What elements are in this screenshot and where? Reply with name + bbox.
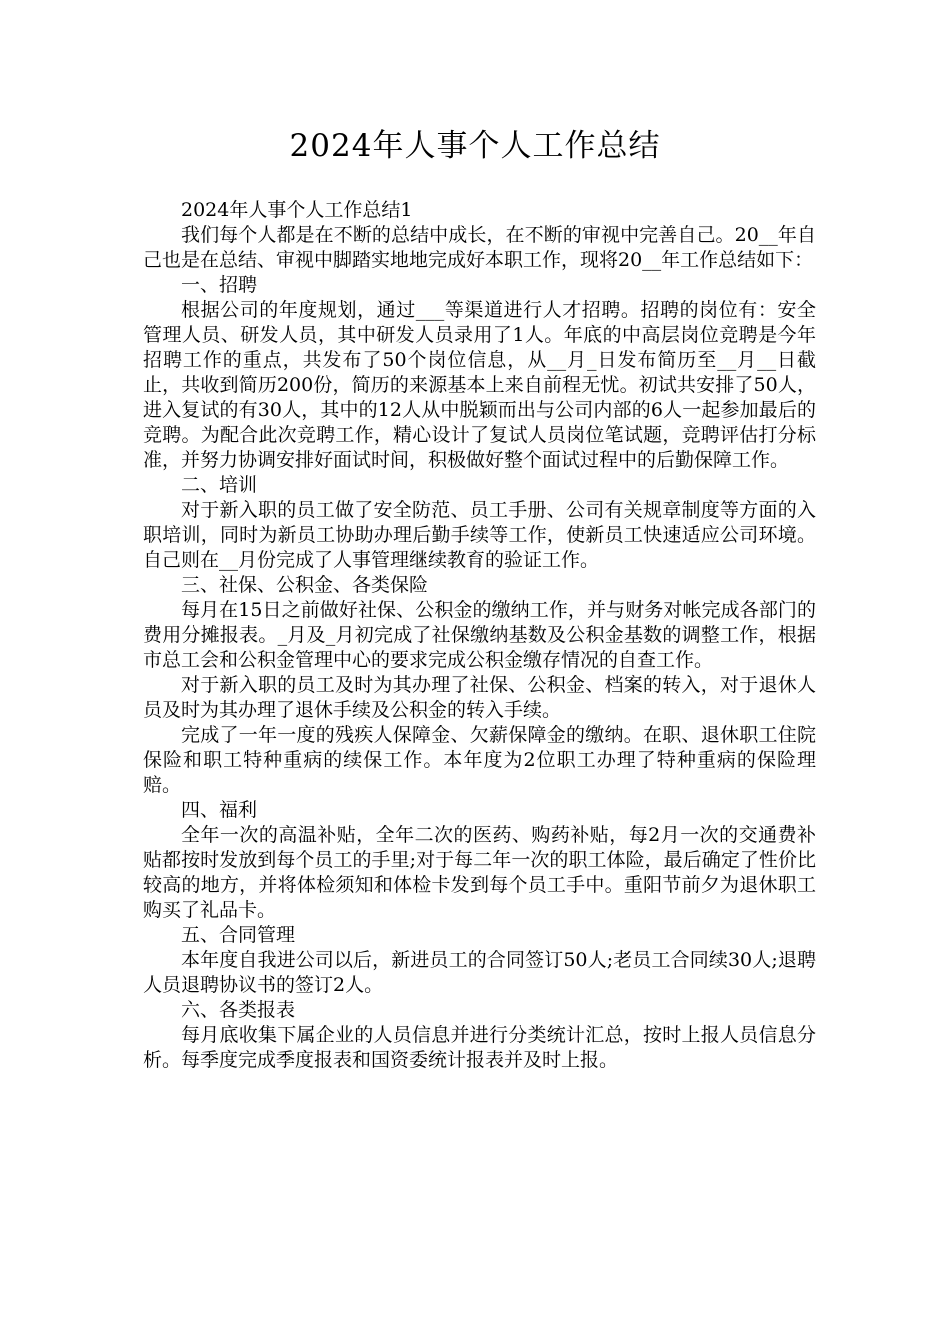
insurance-paragraph-3: 完成了一年一度的残疾人保障金、欠薪保障金的缴纳。在职、退休职工住院保险和职工特种重病的续保工作。本年度为2位职工办理了特种重病的保险理赔。 (143, 724, 816, 796)
recruitment-paragraph: 根据公司的年度规划，通过___等渠道进行人才招聘。招聘的岗位有：安全管理人员、研发人员，其中研发人员录用了1人。年底的中高层岗位竞聘是今年招聘工作的重点，共发布了50个岗位信息，从__月_日发布简历至__月__日截止，共收到简历200份，简历的来源基本上来自前程无忧。初试共安排了50人，进入复试的有30人，其中的12人从中脱颖而出与公司内部的6人一起参加最后的竞聘。为配合此次竞聘工作，精心设计了复试人员岗位笔试题，竞聘评估打分标准，并努力协调安排好面试时间，积极做好整个面试过程中的后勤保障工作。 (143, 299, 816, 471)
document-title: 2024年人事个人工作总结 (289, 128, 661, 164)
document-body (143, 198, 816, 1073)
contracts-paragraph: 本年度自我进公司以后，新进员工的合同签订50人;老员工合同续30人;退聘人员退聘协议书的签订2人。 (143, 949, 816, 996)
intro-paragraph: 我们每个人都是在不断的总结中成长，在不断的审视中完善自己。20__年自己也是在总结、审视中脚踏实地地完成好本职工作，现将20__年工作总结如下： (143, 224, 816, 271)
section-heading-reports: 六、各类报表 (181, 999, 296, 1021)
section-heading-training: 二、培训 (181, 474, 258, 496)
section-heading-welfare: 四、福利 (181, 799, 258, 821)
subtitle-paragraph: 2024年人事个人工作总结1 (181, 199, 413, 221)
section-heading-insurance: 三、社保、公积金、各类保险 (181, 574, 429, 596)
reports-paragraph: 每月底收集下属企业的人员信息并进行分类统计汇总，按时上报人员信息分析。每季度完成季度报表和国资委统计报表并及时上报。 (143, 1024, 816, 1071)
section-heading-recruitment: 一、招聘 (181, 274, 258, 296)
insurance-paragraph-2: 对于新入职的员工及时为其办理了社保、公积金、档案的转入，对于退休人员及时为其办理了退休手续及公积金的转入手续。 (143, 674, 816, 721)
welfare-paragraph: 全年一次的高温补贴，全年二次的医药、购药补贴，每2月一次的交通费补贴都按时发放到每个员工的手里;对于每二年一次的职工体险，最后确定了性价比较高的地方，并将体检须知和体检卡发到每个员工手中。重阳节前夕为退休职工购买了礼品卡。 (143, 824, 816, 921)
training-paragraph: 对于新入职的员工做了安全防范、员工手册、公司有关规章制度等方面的入职培训，同时为新员工协助办理后勤手续等工作，使新员工快速适应公司环境。自己则在__月份完成了人事管理继续教育的验证工作。 (143, 499, 816, 571)
insurance-paragraph-1: 每月在15日之前做好社保、公积金的缴纳工作，并与财务对帐完成各部门的费用分摊报表。_月及_月初完成了社保缴纳基数及公积金基数的调整工作，根据市总工会和公积金管理中心的要求完成公积金缴存情况的自查工作。 (143, 599, 816, 671)
section-heading-contracts: 五、合同管理 (181, 924, 296, 946)
